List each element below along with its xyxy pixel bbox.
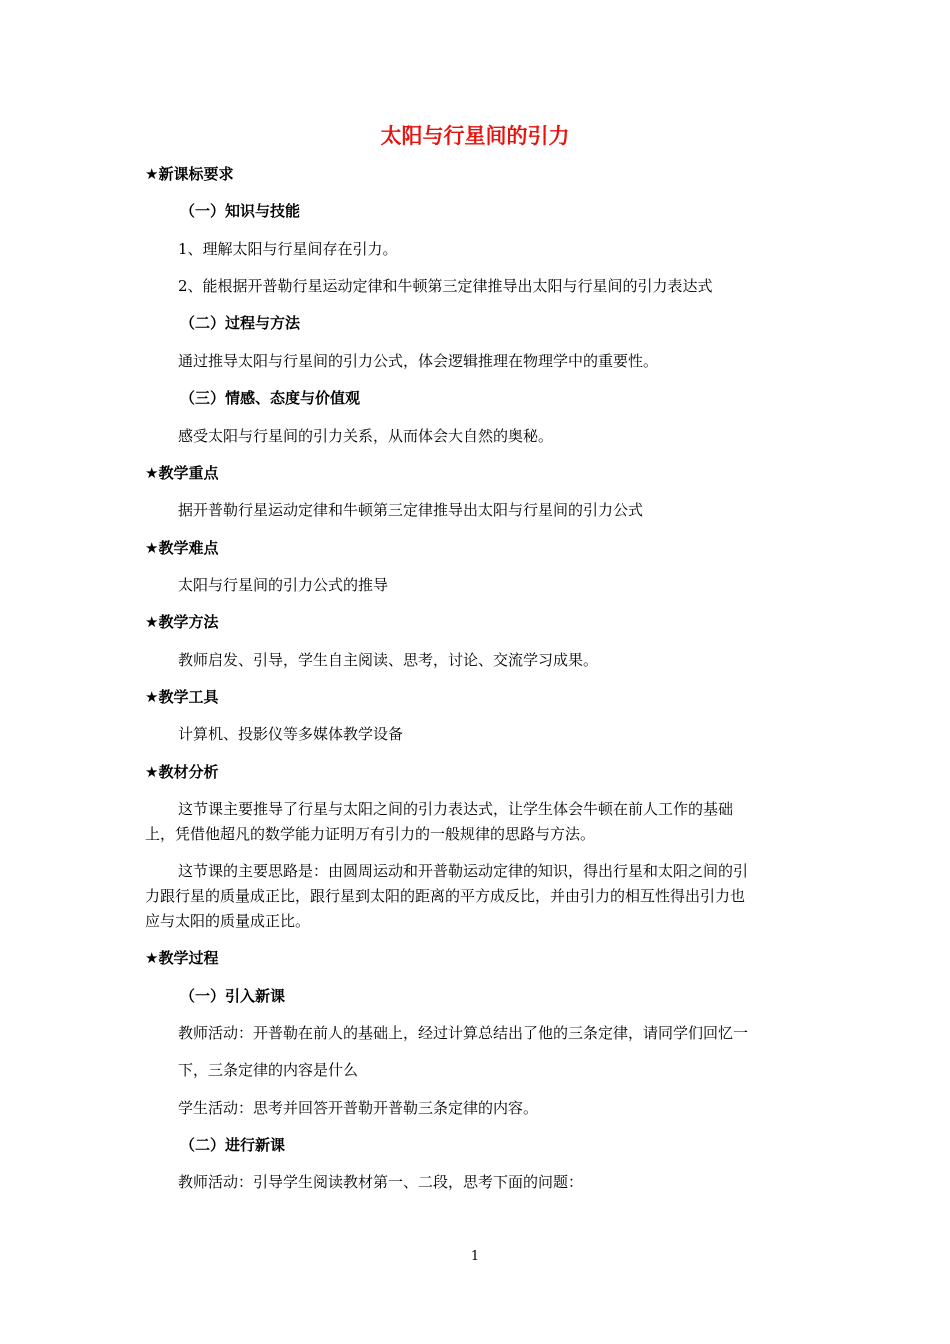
subheading-process: （二）过程与方法 xyxy=(180,314,301,332)
paragraph-continuation: 力跟行星的质量成正比，跟行星到太阳的距离的平方成反比，并由引力的相互性得出引力也 xyxy=(145,887,746,905)
page-number: 1 xyxy=(470,1249,480,1264)
subheading-new-lesson: （二）进行新课 xyxy=(180,1136,286,1154)
section-heading-process: ★教学过程 xyxy=(145,949,219,967)
paragraph: 1、理解太阳与行星间存在引力。 xyxy=(178,240,398,258)
paragraph: 学生活动：思考并回答开普勒开普勒三条定律的内容。 xyxy=(178,1099,539,1117)
paragraph: 据开普勒行星运动定律和牛顿第三定律推导出太阳与行星间的引力公式 xyxy=(178,501,644,519)
subheading-knowledge: （一）知识与技能 xyxy=(180,202,301,220)
subheading-introduction: （一）引入新课 xyxy=(180,987,286,1005)
paragraph: 太阳与行星间的引力公式的推导 xyxy=(178,576,389,594)
section-heading-standards: ★新课标要求 xyxy=(145,165,234,183)
paragraph: 这节课主要推导了行星与太阳之间的引力表达式，让学生体会牛顿在前人工作的基础 xyxy=(178,800,734,818)
paragraph: 教师活动：开普勒在前人的基础上，经过计算总结出了他的三条定律，请同学们回忆一 xyxy=(178,1024,749,1042)
paragraph-continuation: 上，凭借他超凡的数学能力证明万有引力的一般规律的思路与方法。 xyxy=(145,825,596,843)
section-heading-tools: ★教学工具 xyxy=(145,688,219,706)
paragraph: 感受太阳与行星间的引力关系，从而体会大自然的奥秘。 xyxy=(178,427,554,445)
section-heading-analysis: ★教材分析 xyxy=(145,763,219,781)
section-heading-methods: ★教学方法 xyxy=(145,613,219,631)
section-heading-key-points: ★教学重点 xyxy=(145,464,219,482)
paragraph: 教师活动：引导学生阅读教材第一、二段，思考下面的问题： xyxy=(178,1173,584,1191)
paragraph-continuation: 应与太阳的质量成正比。 xyxy=(145,912,311,930)
subheading-emotion: （三）情感、态度与价值观 xyxy=(180,389,361,407)
paragraph: 2、能根据开普勒行星运动定律和牛顿第三定律推导出太阳与行星间的引力表达式 xyxy=(178,277,713,295)
paragraph: 计算机、投影仪等多媒体教学设备 xyxy=(178,725,404,743)
section-heading-difficulties: ★教学难点 xyxy=(145,539,219,557)
paragraph: 通过推导太阳与行星间的引力公式，体会逻辑推理在物理学中的重要性。 xyxy=(178,352,659,370)
paragraph: 这节课的主要思路是：由圆周运动和开普勒运动定律的知识，得出行星和太阳之间的引 xyxy=(178,862,749,880)
paragraph: 下，三条定律的内容是什么 xyxy=(178,1061,359,1079)
paragraph: 教师启发、引导，学生自主阅读、思考，讨论、交流学习成果。 xyxy=(178,651,599,669)
document-title: 太阳与行星间的引力 xyxy=(380,124,570,148)
